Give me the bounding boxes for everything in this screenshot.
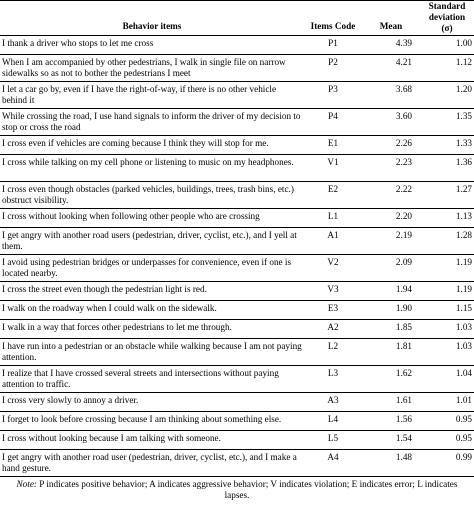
table-row — [0, 136, 474, 155]
row-item: I cross even if vehicles are coming because I think they will stop for me. — [2, 138, 269, 148]
table-row — [0, 255, 474, 282]
header-behavior-items: Behavior items — [0, 1, 304, 36]
row-code: L3 — [327, 368, 339, 378]
row-sd: 1.33 — [455, 138, 472, 148]
row-mean: 1.62 — [395, 368, 412, 378]
row-mean: 3.68 — [395, 84, 412, 94]
header-sd-line-2: deviation — [428, 12, 466, 22]
table-row — [0, 155, 474, 182]
row-mean: 1.56 — [395, 414, 412, 424]
row-code: L2 — [327, 341, 339, 351]
row-code: V3 — [327, 284, 339, 294]
row-sd: 1.27 — [455, 184, 472, 194]
row-item: I have run into a pedestrian or an obstacle while walking because I am not paying attention. — [2, 341, 302, 362]
row-item: When I am accompanied by other pedestrians, I walk in single file on narrow sidewalks so as not to bother the pedestrians I meet — [2, 57, 286, 78]
row-item: I get angry with another road users (pedestrian, driver, cyclist, etc.), and I yell at them. — [2, 230, 297, 251]
row-code: A4 — [327, 452, 339, 462]
row-item: While crossing the road, I use hand signals to inform the driver of my decision to stop or cross the road — [2, 111, 301, 132]
row-item: I cross while talking on my cell phone or listening to music on my headphones. — [2, 157, 294, 167]
table-row — [0, 393, 474, 412]
row-code: V1 — [327, 157, 339, 167]
header-standard-deviation — [420, 1, 474, 36]
row-sd: 1.01 — [455, 395, 472, 405]
row-code: A2 — [327, 322, 339, 332]
table-row — [0, 209, 474, 228]
row-item: I thank a driver who stops to let me cross — [2, 38, 154, 48]
row-code: L5 — [327, 433, 339, 443]
table-note — [0, 477, 474, 501]
row-code: E1 — [327, 138, 339, 148]
row-sd: 1.03 — [455, 322, 472, 332]
row-sd: 1.12 — [455, 57, 472, 67]
row-mean: 4.21 — [395, 57, 412, 67]
row-item: I cross without looking because I am talking with someone. — [2, 433, 221, 443]
row-mean: 2.22 — [395, 184, 412, 194]
table-row — [0, 339, 474, 366]
row-sd: 1.36 — [455, 157, 472, 167]
row-item: I walk on the roadway when I could walk on the sidewalk. — [2, 303, 217, 313]
row-sd: 1.28 — [455, 230, 472, 240]
note-text: P indicates positive behavior; A indicates aggressive behavior; V indicates violation; E indicates error; L indicates lapses. — [36, 479, 458, 500]
row-mean: 1.61 — [395, 395, 412, 405]
row-sd: 1.19 — [455, 257, 472, 267]
row-code: P3 — [328, 84, 338, 94]
header-mean: Mean — [362, 1, 420, 36]
row-code: P1 — [328, 38, 338, 48]
row-mean: 1.81 — [395, 341, 412, 351]
row-code: A3 — [327, 395, 339, 405]
row-sd: 1.19 — [455, 284, 472, 294]
row-mean: 4.39 — [395, 38, 412, 48]
table-row — [0, 282, 474, 301]
table-row — [0, 366, 474, 393]
row-item: I cross the street even though the pedestrian light is red. — [2, 284, 207, 294]
row-mean: 1.94 — [395, 284, 412, 294]
table-row — [0, 320, 474, 339]
table-row — [0, 82, 474, 109]
row-item: I cross without looking when following other people who are crossing — [2, 211, 260, 221]
row-code: A1 — [327, 230, 339, 240]
table-row — [0, 36, 474, 55]
row-item: I cross very slowly to annoy a driver. — [2, 395, 139, 405]
row-code: P4 — [328, 111, 338, 121]
row-code: V2 — [327, 257, 339, 267]
row-sd: 0.95 — [455, 433, 472, 443]
row-code: L4 — [327, 414, 339, 424]
row-item: I walk in a way that forces other pedestrians to let me through. — [2, 322, 232, 332]
table-row — [0, 109, 474, 136]
table-header — [0, 1, 474, 36]
row-mean: 2.26 — [395, 138, 412, 148]
row-mean: 2.09 — [395, 257, 412, 267]
row-mean: 1.85 — [395, 322, 412, 332]
table-row — [0, 431, 474, 450]
row-item: I cross even though obstacles (parked vehicles, buildings, trees, trash bins, etc.) obstruct visibility. — [2, 184, 294, 205]
table-body — [0, 36, 474, 477]
header-sd-line-3: (σ) — [441, 23, 453, 33]
row-item: I avoid using pedestrian bridges or underpasses for convenience, even if one is located nearby. — [2, 257, 292, 278]
row-item: I let a car go by, even if I have the right-of-way, if there is no other vehicle behind it — [2, 84, 277, 105]
row-sd: 1.13 — [455, 211, 472, 221]
table-row — [0, 228, 474, 255]
table-row — [0, 450, 474, 477]
table-row — [0, 412, 474, 431]
note-label: Note: — [16, 479, 37, 489]
table-row — [0, 182, 474, 209]
row-sd: 1.04 — [455, 368, 472, 378]
row-sd: 1.35 — [455, 111, 472, 121]
table-row — [0, 55, 474, 82]
row-item: I realize that I have crossed several streets and intersections without paying attention to traffic. — [2, 368, 279, 389]
row-mean: 2.23 — [395, 157, 412, 167]
row-sd: 0.95 — [455, 414, 472, 424]
row-code: L1 — [327, 211, 339, 221]
row-code: E2 — [327, 184, 339, 194]
row-sd: 1.20 — [455, 84, 472, 94]
row-sd: 1.15 — [455, 303, 472, 313]
row-mean: 1.54 — [395, 433, 412, 443]
row-mean: 3.60 — [395, 111, 412, 121]
row-code: E3 — [327, 303, 339, 313]
header-items-code: Items Code — [304, 1, 362, 36]
table-row — [0, 301, 474, 320]
row-mean: 2.20 — [395, 211, 412, 221]
row-mean: 1.48 — [395, 452, 412, 462]
header-sd-line-1: Standard — [428, 1, 466, 11]
row-item: I forget to look before crossing because I am thinking about something else. — [2, 414, 282, 424]
row-sd: 0.99 — [455, 452, 472, 462]
row-sd: 1.00 — [455, 38, 472, 48]
row-item: I get angry with another road user (pedestrian, driver, cyclist, etc.), and I make a hand gesture. — [2, 452, 297, 473]
row-mean: 1.90 — [395, 303, 412, 313]
row-code: P2 — [328, 57, 338, 67]
row-mean: 2.19 — [395, 230, 412, 240]
row-sd: 1.03 — [455, 341, 472, 351]
